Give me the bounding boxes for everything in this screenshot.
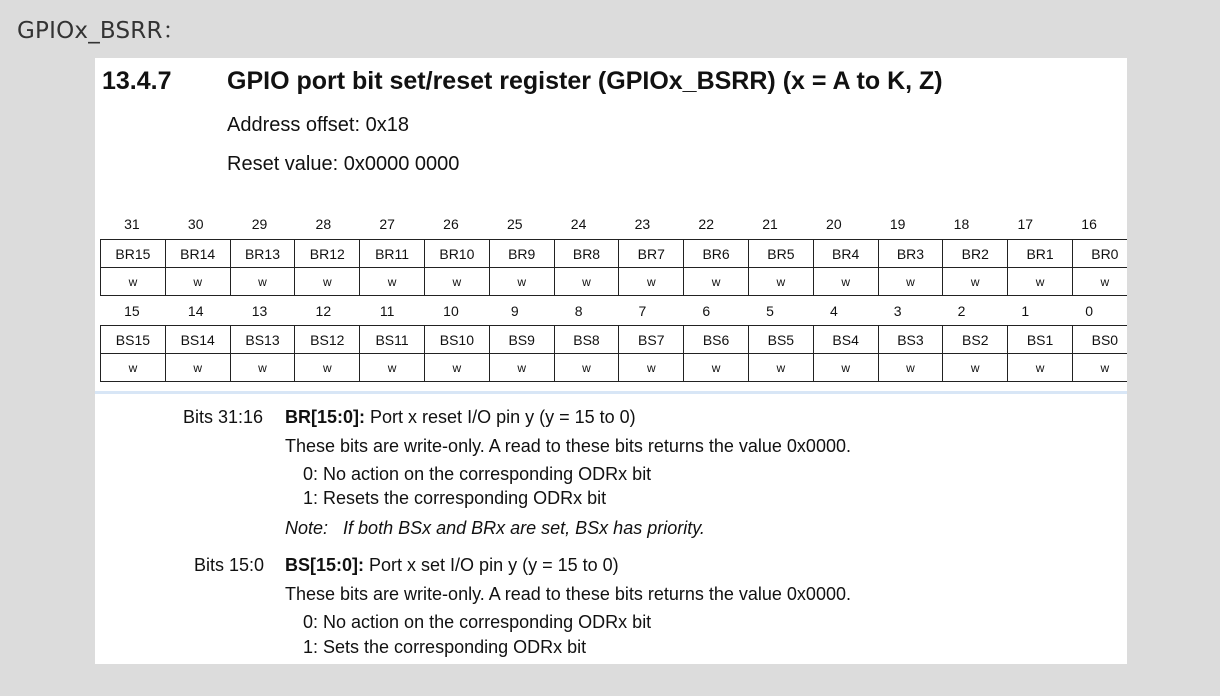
access-cell-high-5: w	[424, 268, 489, 296]
bit-number-low-11: 4	[829, 303, 838, 319]
access-row-low	[101, 354, 1128, 382]
field-cell-high-14: BR1	[1008, 240, 1073, 268]
access-cell-high-7: w	[554, 268, 619, 296]
field-cell-low-9: BS6	[684, 326, 749, 354]
field-cell-low-5: BS10	[424, 326, 489, 354]
bs-line1: These bits are write-only. A read to these bits returns the value 0x0000.	[285, 584, 851, 604]
access-cell-high-1: w	[165, 268, 230, 296]
access-cell-low-1: w	[165, 354, 230, 382]
bs-opt0: 0: No action on the corresponding ODRx bit	[303, 612, 652, 632]
field-cell-low-10: BS5	[748, 326, 813, 354]
br-note	[285, 518, 705, 539]
bs-opt1: 1: Sets the corresponding ODRx bit	[303, 637, 587, 657]
bit-number-high-3: 28	[315, 216, 332, 232]
section-number: 13.4.7	[102, 67, 172, 95]
field-cell-high-0: BR15	[101, 240, 166, 268]
field-cell-low-14: BS1	[1008, 326, 1073, 354]
bit-number-low-10: 5	[766, 303, 774, 319]
field-row-low	[101, 326, 1128, 354]
access-cell-high-2: w	[230, 268, 295, 296]
field-cell-high-12: BR3	[878, 240, 943, 268]
access-cell-low-14: w	[1008, 354, 1073, 382]
access-cell-high-4: w	[360, 268, 425, 296]
field-cell-low-4: BS11	[360, 326, 425, 354]
field-cell-high-1: BR14	[165, 240, 230, 268]
bs-bits-range: Bits 15:0	[194, 555, 265, 575]
field-cell-high-10: BR5	[748, 240, 813, 268]
bit-number-low-14: 1	[1021, 303, 1030, 319]
access-cell-low-2: w	[230, 354, 295, 382]
access-cell-low-15: w	[1072, 354, 1127, 382]
access-row-high	[101, 268, 1128, 296]
access-cell-low-9: w	[684, 354, 749, 382]
high-bit-numbers	[100, 216, 1121, 232]
access-cell-high-6: w	[489, 268, 554, 296]
access-cell-low-7: w	[554, 354, 619, 382]
br-opt0: 0: No action on the corresponding ODRx bit	[303, 464, 652, 484]
br-bits-title	[285, 407, 636, 428]
access-cell-high-9: w	[684, 268, 749, 296]
bit-number-high-2: 29	[251, 216, 268, 232]
field-cell-low-8: BS7	[619, 326, 684, 354]
field-cell-high-15: BR0	[1072, 240, 1127, 268]
separator	[95, 391, 1127, 394]
access-cell-low-3: w	[295, 354, 360, 382]
field-cell-high-7: BR8	[554, 240, 619, 268]
access-cell-high-14: w	[1008, 268, 1073, 296]
bit-number-low-9: 6	[702, 303, 711, 319]
bit-number-low-3: 12	[315, 303, 332, 319]
access-cell-high-15: w	[1072, 268, 1127, 296]
bs-summary: Port x set I/O pin y (y = 15 to 0)	[369, 555, 619, 575]
register-table-low	[100, 325, 1127, 382]
field-cell-low-7: BS8	[554, 326, 619, 354]
field-cell-high-13: BR2	[943, 240, 1008, 268]
section-title: GPIO port bit set/reset register (GPIOx_BSRR) (x = A to K, Z)	[227, 67, 943, 95]
bit-number-high-5: 26	[443, 216, 459, 232]
field-cell-low-15: BS0	[1072, 326, 1127, 354]
access-cell-high-8: w	[619, 268, 684, 296]
br-field-name: BR[15:0]:	[285, 407, 366, 427]
access-cell-low-0: w	[101, 354, 166, 382]
bit-number-low-13: 2	[957, 303, 966, 319]
bit-number-high-12: 19	[889, 216, 906, 232]
bit-number-high-11: 20	[826, 216, 842, 232]
register-table-high	[100, 239, 1127, 296]
page-heading: GPIOx_BSRR：	[17, 18, 186, 44]
note-text: If both BSx and BRx are set, BSx has priority.	[343, 518, 705, 538]
bs-bits-title	[285, 555, 619, 576]
bit-number-low-0: 15	[124, 303, 140, 319]
bit-number-low-5: 10	[443, 303, 459, 319]
field-cell-low-6: BS9	[489, 326, 554, 354]
field-cell-high-8: BR7	[619, 240, 684, 268]
bit-number-low-15: 0	[1085, 303, 1093, 319]
access-cell-low-5: w	[424, 354, 489, 382]
bit-number-low-1: 14	[187, 303, 204, 319]
address-offset: Address offset: 0x18	[227, 114, 409, 136]
bit-number-low-7: 8	[574, 303, 583, 319]
field-cell-high-11: BR4	[813, 240, 878, 268]
br-summary: Port x reset I/O pin y (y = 15 to 0)	[370, 407, 636, 427]
field-cell-high-3: BR12	[295, 240, 360, 268]
access-cell-high-13: w	[943, 268, 1008, 296]
bit-number-high-15: 16	[1081, 216, 1097, 232]
field-cell-low-1: BS14	[165, 326, 230, 354]
field-cell-high-6: BR9	[489, 240, 554, 268]
field-cell-low-0: BS15	[101, 326, 166, 354]
bit-number-high-6: 25	[506, 216, 523, 232]
br-opt1: 1: Resets the corresponding ODRx bit	[303, 488, 607, 508]
access-cell-low-10: w	[748, 354, 813, 382]
access-cell-low-12: w	[878, 354, 943, 382]
br-line1: These bits are write-only. A read to these bits returns the value 0x0000.	[285, 436, 851, 456]
field-cell-low-12: BS3	[878, 326, 943, 354]
bit-number-high-9: 22	[698, 216, 714, 232]
bit-number-high-0: 31	[124, 216, 140, 232]
bit-number-high-7: 24	[570, 216, 587, 232]
bit-number-high-14: 17	[1017, 216, 1034, 232]
field-cell-low-11: BS4	[813, 326, 878, 354]
access-cell-low-6: w	[489, 354, 554, 382]
access-cell-low-4: w	[360, 354, 425, 382]
reset-value: Reset value: 0x0000 0000	[227, 153, 460, 175]
field-cell-low-2: BS13	[230, 326, 295, 354]
field-row-high	[101, 240, 1128, 268]
bit-number-high-13: 18	[953, 216, 970, 232]
access-cell-low-11: w	[813, 354, 878, 382]
datasheet-excerpt	[95, 58, 1127, 664]
field-cell-high-9: BR6	[684, 240, 749, 268]
bit-number-low-12: 3	[893, 303, 902, 319]
field-cell-low-13: BS2	[943, 326, 1008, 354]
br-bits-range: Bits 31:16	[183, 407, 264, 427]
bit-number-low-6: 9	[510, 303, 519, 319]
access-cell-high-11: w	[813, 268, 878, 296]
bit-number-low-8: 7	[638, 303, 647, 319]
bit-number-low-2: 13	[251, 303, 268, 319]
note-label: Note:	[285, 518, 329, 538]
field-cell-high-2: BR13	[230, 240, 295, 268]
bit-number-high-1: 30	[187, 216, 204, 232]
bit-number-high-10: 21	[762, 216, 778, 232]
bs-field-name: BS[15:0]:	[285, 555, 365, 575]
field-cell-high-4: BR11	[360, 240, 425, 268]
bit-number-low-4: 11	[379, 303, 395, 319]
access-cell-low-8: w	[619, 354, 684, 382]
access-cell-high-12: w	[878, 268, 943, 296]
access-cell-high-3: w	[295, 268, 360, 296]
low-bit-numbers	[100, 303, 1121, 319]
bit-number-high-4: 27	[379, 216, 395, 232]
access-cell-high-0: w	[101, 268, 166, 296]
field-cell-high-5: BR10	[424, 240, 489, 268]
access-cell-high-10: w	[748, 268, 813, 296]
field-cell-low-3: BS12	[295, 326, 360, 354]
access-cell-low-13: w	[943, 354, 1008, 382]
bit-number-high-8: 23	[634, 216, 651, 232]
